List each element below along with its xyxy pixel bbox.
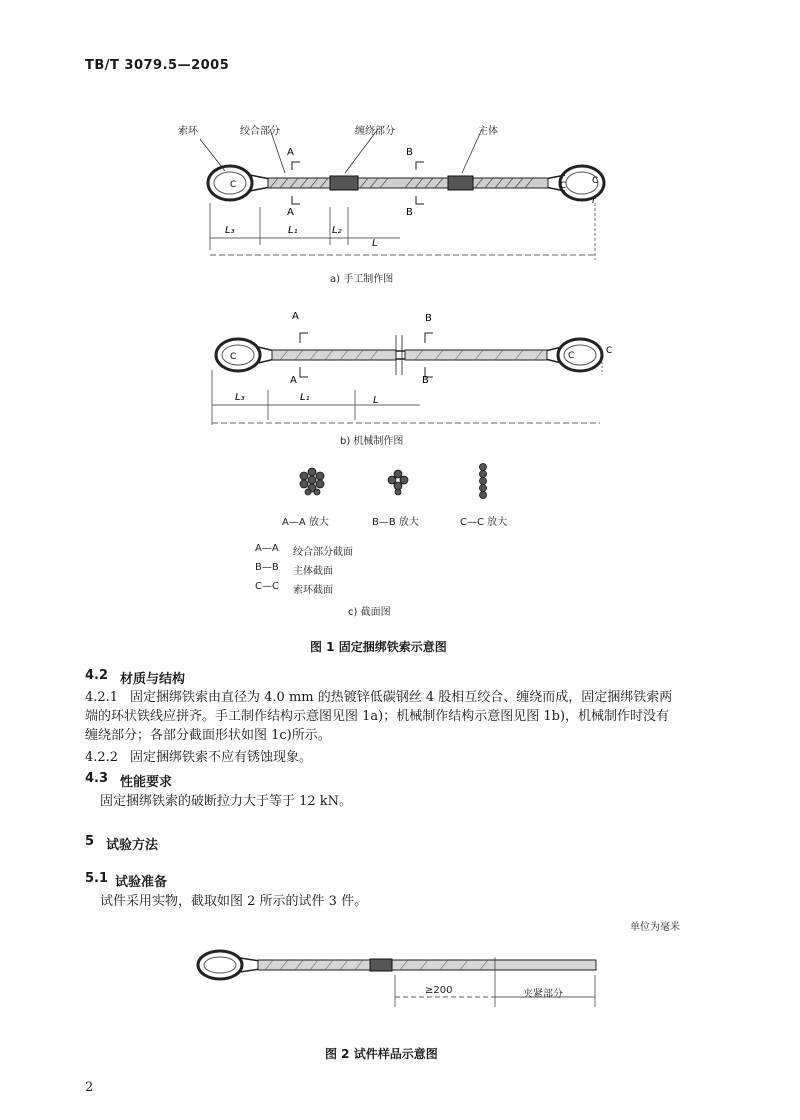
para-4-2-1-line1: 固定捆绑铁索由直径为 4.0 mm 的热镀锌低碳钢丝 4 股相互绞合、缠绕而成，固定捆绑铁索两 bbox=[130, 690, 673, 705]
section-mark-c: C bbox=[592, 176, 599, 186]
standard-header: TB/T 3079.5—2005 bbox=[85, 58, 230, 73]
legend-key-aa: A—A bbox=[255, 543, 279, 554]
section-mark-a: A bbox=[287, 207, 294, 218]
section-enlarged-aa: A—A 放大 bbox=[282, 517, 329, 528]
figure-2-drawing bbox=[190, 945, 610, 1020]
section-mark-c: C bbox=[230, 352, 237, 362]
legend-desc-bb: 主体截面 bbox=[293, 566, 333, 577]
para-5-1: 试件采用实物，截取如图 2 所示的试件 3 件。 bbox=[100, 894, 368, 909]
section-mark-b: B bbox=[406, 147, 413, 158]
section-4-3-number: 4.3 bbox=[85, 771, 109, 786]
figure-1c-sections bbox=[290, 462, 510, 507]
legend-desc-aa: 绞合部分截面 bbox=[293, 547, 353, 558]
figure-1a-caption: a) 手工制作图 bbox=[330, 274, 394, 285]
section-4-3-title: 性能要求 bbox=[120, 775, 173, 790]
unit-note: 单位为毫米 bbox=[630, 922, 680, 933]
dim-l3: L₃ bbox=[225, 225, 235, 236]
section-4-2-number: 4.2 bbox=[85, 668, 109, 683]
figure-1a-drawing bbox=[200, 115, 620, 275]
dim-l1: L₁ bbox=[288, 225, 298, 236]
section-mark-c: C bbox=[560, 181, 567, 191]
section-5-number: 5 bbox=[85, 834, 95, 849]
page-number: 2 bbox=[85, 1080, 94, 1095]
figure-2-title: 图 2 试件样品示意图 bbox=[325, 1047, 438, 1061]
dim-l2: L₂ bbox=[332, 225, 342, 236]
clamp-portion-label: 夹紧部分 bbox=[523, 989, 563, 1000]
section-mark-a: A bbox=[287, 147, 294, 158]
legend-desc-cc: 索环截面 bbox=[293, 585, 333, 596]
para-4-2-2: 固定捆绑铁索不应有锈蚀现象。 bbox=[130, 750, 313, 765]
legend-key-cc: C—C bbox=[255, 581, 279, 592]
section-mark-c: C bbox=[606, 346, 613, 356]
figure-1-title: 图 1 固定捆绑铁索示意图 bbox=[310, 640, 447, 654]
section-5-1-number: 5.1 bbox=[85, 871, 109, 886]
para-4-2-1-line3: 缠绕部分；各部分截面形状如图 1c)所示。 bbox=[85, 728, 331, 743]
section-mark-c: C bbox=[230, 180, 237, 190]
legend-key-bb: B—B bbox=[255, 562, 279, 573]
dim-l1: L₁ bbox=[300, 392, 310, 403]
callout-twisted: 绞合部分 bbox=[240, 126, 280, 137]
section-mark-c: C bbox=[568, 351, 575, 361]
callout-loop: 索环 bbox=[178, 126, 198, 137]
section-enlarged-cc: C—C 放大 bbox=[460, 517, 508, 528]
figure-1c-caption: c) 截面图 bbox=[348, 607, 391, 618]
para-4-2-2-number: 4.2.2 bbox=[85, 750, 119, 765]
dim-min-length: ≥200 bbox=[425, 985, 453, 996]
section-mark-b: B bbox=[422, 375, 429, 386]
section-mark-b: B bbox=[425, 313, 432, 324]
section-5-1-title: 试验准备 bbox=[115, 875, 168, 890]
para-4-2-1-line2: 端的环状铁线应拼齐。手工制作结构示意图见图 1a)；机械制作结构示意图见图 1b)，机械制作时没有 bbox=[85, 709, 670, 724]
dim-l: L bbox=[372, 238, 378, 249]
figure-1b-drawing bbox=[200, 305, 620, 430]
figure-1b-caption: b) 机械制作图 bbox=[340, 436, 404, 447]
callout-body: 主体 bbox=[478, 126, 498, 137]
section-mark-a: A bbox=[292, 311, 299, 322]
dim-l3: L₃ bbox=[235, 392, 245, 403]
dim-r: r bbox=[592, 196, 596, 206]
para-4-2-1-number: 4.2.1 bbox=[85, 690, 119, 705]
section-5-title: 试验方法 bbox=[106, 838, 159, 853]
dim-l: L bbox=[373, 395, 379, 406]
section-mark-b: B bbox=[406, 207, 413, 218]
section-mark-a: A bbox=[290, 375, 297, 386]
callout-wrapped: 缠绕部分 bbox=[355, 126, 395, 137]
section-4-2-title: 材质与结构 bbox=[120, 672, 186, 687]
section-enlarged-bb: B—B 放大 bbox=[372, 517, 419, 528]
para-4-3: 固定捆绑铁索的破断拉力大于等于 12 kN。 bbox=[100, 794, 353, 809]
